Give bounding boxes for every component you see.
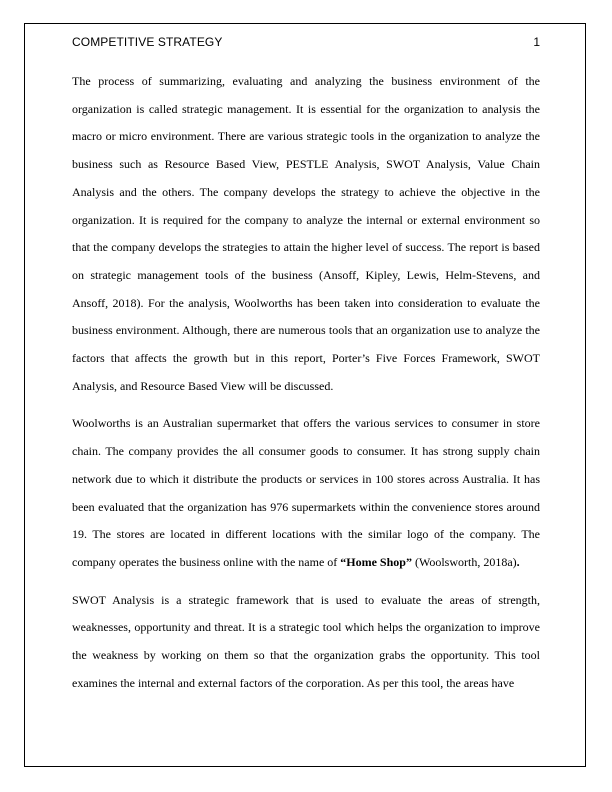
text-line: the weakness by working on them so that the organization grabs the opportunity. This tool (72, 648, 540, 663)
citation: (Woolsworth, 2018a) (411, 554, 517, 569)
text-line: on strategic management tools of the business (Ansoff, Kipley, Lewis, Helm-Stevens, and (72, 267, 540, 282)
text-line: chain. The company provides the all consumer goods to consumer. It has strong supply chain (72, 444, 540, 459)
paragraph-swot (72, 587, 540, 698)
text-line: been evaluated that the organization has 976 supermarkets within the convenience stores around (72, 499, 540, 514)
text-line: Analysis, and Resource Based View will be discussed. (72, 378, 334, 393)
text-line: organization is called strategic management. It is essential for the organization to analysis the (72, 101, 540, 116)
text-line: network due to which it distribute the products or services in 100 stores across Australia. It has (72, 471, 540, 486)
text-run: company operates the business online with the name of (72, 554, 341, 569)
page-header (72, 35, 540, 51)
text-line: macro or micro environment. There are various strategic tools in the organization to analyze the (72, 129, 540, 144)
text-line: that the company develops the strategies to attain the higher level of success. The report is based (72, 240, 540, 255)
running-head-title: COMPETITIVE STRATEGY (72, 35, 223, 49)
text-line: weaknesses, opportunity and threat. It is a strategic tool which helps the organization to improve (72, 620, 540, 635)
text-line: Analysis and the others. The company develops the strategy to achieve the objective in the (72, 184, 540, 199)
text-line: organization. It is required for the company to analyze the internal or external environment so (72, 212, 540, 227)
home-shop-name: “Home Shop” (340, 554, 412, 569)
text-line: SWOT Analysis is a strategic framework that is used to evaluate the areas of strength, (72, 592, 540, 607)
text-line-final (72, 549, 540, 577)
text-line: Ansoff, 2018). For the analysis, Woolworths has been taken into consideration to evaluate the (72, 295, 540, 310)
text-line: business such as Resource Based View, PESTLE Analysis, SWOT Analysis, Value Chain (72, 157, 540, 172)
text-line: The process of summarizing, evaluating and analyzing the business environment of the (72, 74, 540, 88)
text-line: 19. The stores are located in different locations with the similar logo of the company. The (72, 527, 540, 542)
text-line: examines the internal and external factors of the corporation. As per this tool, the areas have (72, 675, 515, 690)
period: . (516, 554, 520, 569)
page-number: 1 (533, 35, 540, 49)
document-body (72, 68, 540, 707)
text-line: business environment. Although, there are numerous tools that an organization use to analyze the (72, 323, 540, 338)
text-line: factors that affects the growth but in this report, Porter’s Five Forces Framework, SWOT (72, 351, 540, 366)
paragraph-strategic-management (72, 68, 540, 400)
text-line: Woolworths is an Australian supermarket that offers the various services to consumer in store (72, 416, 540, 431)
paragraph-woolworths (72, 410, 540, 576)
